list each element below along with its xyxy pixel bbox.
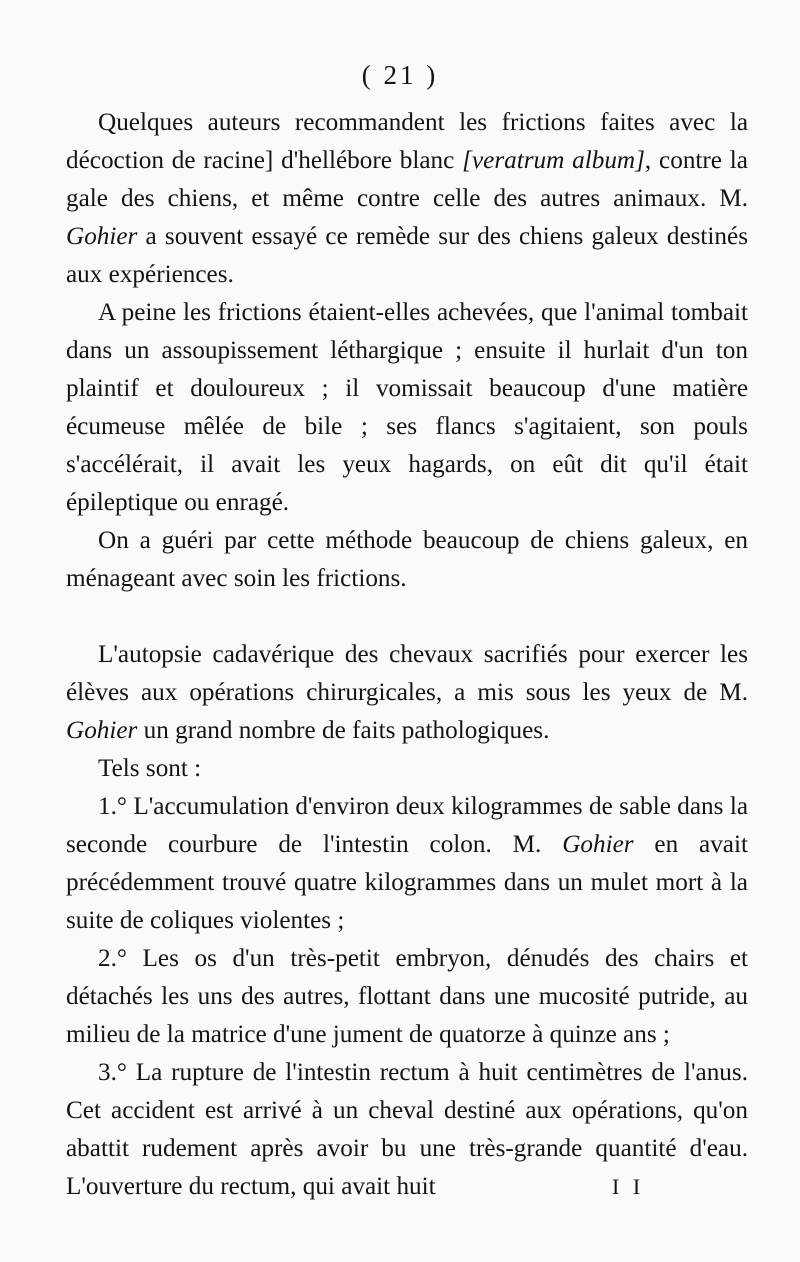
paragraph-p2 [66, 294, 748, 522]
text-segment: Gohier [562, 831, 634, 858]
text-segment: Gohier [66, 717, 138, 744]
text-segment: Quelques auteurs recommandent les frictions faites avec la décoction de racine] d'hellébore blanc [66, 109, 748, 174]
text-segment: A peine les frictions étaient-elles achevées, que l'animal tombait dans un assoupissement léthargique ; ensuite il hurlait d'un ton plaintif et douloureux ; il vomissait beaucoup d'une matière écumeuse mêlée de bile ; ses flancs s'agitaient, son pouls s'accélérait, il avait les yeux hagards, on eût dit qu'il était épileptique ou enragé. [66, 299, 748, 516]
paragraph-p3 [66, 522, 748, 598]
text-segment: Gohier [66, 223, 138, 250]
text-segment: 1.° L'accumulation d'environ deux kilogrammes de sable dans la seconde courbure de l'intestin colon. M. [66, 793, 748, 858]
paragraph-p5 [66, 750, 748, 788]
text-segment: 3.° La rupture de l'intestin rectum à huit centimètres de l'anus. Cet accident est arrivé à un cheval destiné aux opérations, qu'on abattit rudement après avoir bu une très-grande quantité d'eau. L'ouverture du rectum, qui avait huit [66, 1059, 748, 1200]
paragraph-p6 [66, 788, 748, 940]
paragraph-p1 [66, 104, 748, 294]
paragraph-p4 [66, 636, 748, 750]
text-segment: On a guéri par cette méthode beaucoup de chiens galeux, en ménageant avec soin les frictions. [66, 527, 748, 592]
text-segment: Tels sont : [98, 755, 202, 782]
text-segment: L'autopsie cadavérique des chevaux sacrifiés pour exercer les élèves aux opérations chirurgicales, a mis sous les yeux de M. [66, 641, 748, 706]
text-segment: un grand nombre de faits pathologiques. [137, 717, 550, 744]
page-number: ( 21 ) [361, 60, 439, 90]
paragraph-p7 [66, 940, 748, 1054]
text-segment: en avait précédemment trouvé quatre kilogrammes dans un mulet mort à la suite de coliques violentes ; [66, 831, 748, 934]
text-segment: a souvent essayé ce remède sur des chiens galeux destinés aux expériences. [66, 223, 748, 288]
text-segment: [veratrum album] [462, 147, 645, 174]
body-text [66, 104, 748, 1206]
signature-mark: I I [612, 1174, 645, 1199]
text-segment: , contre la gale des chiens, et même contre celle des autres animaux. M. [66, 147, 748, 212]
text-segment: 2.° Les os d'un très-petit embryon, dénudés des chairs et détachés les uns des autres, flottant dans une mucosité putride, au milieu de la matrice d'une jument de quatorze à quinze ans ; [66, 945, 748, 1048]
paragraph-p8 [66, 1054, 748, 1206]
